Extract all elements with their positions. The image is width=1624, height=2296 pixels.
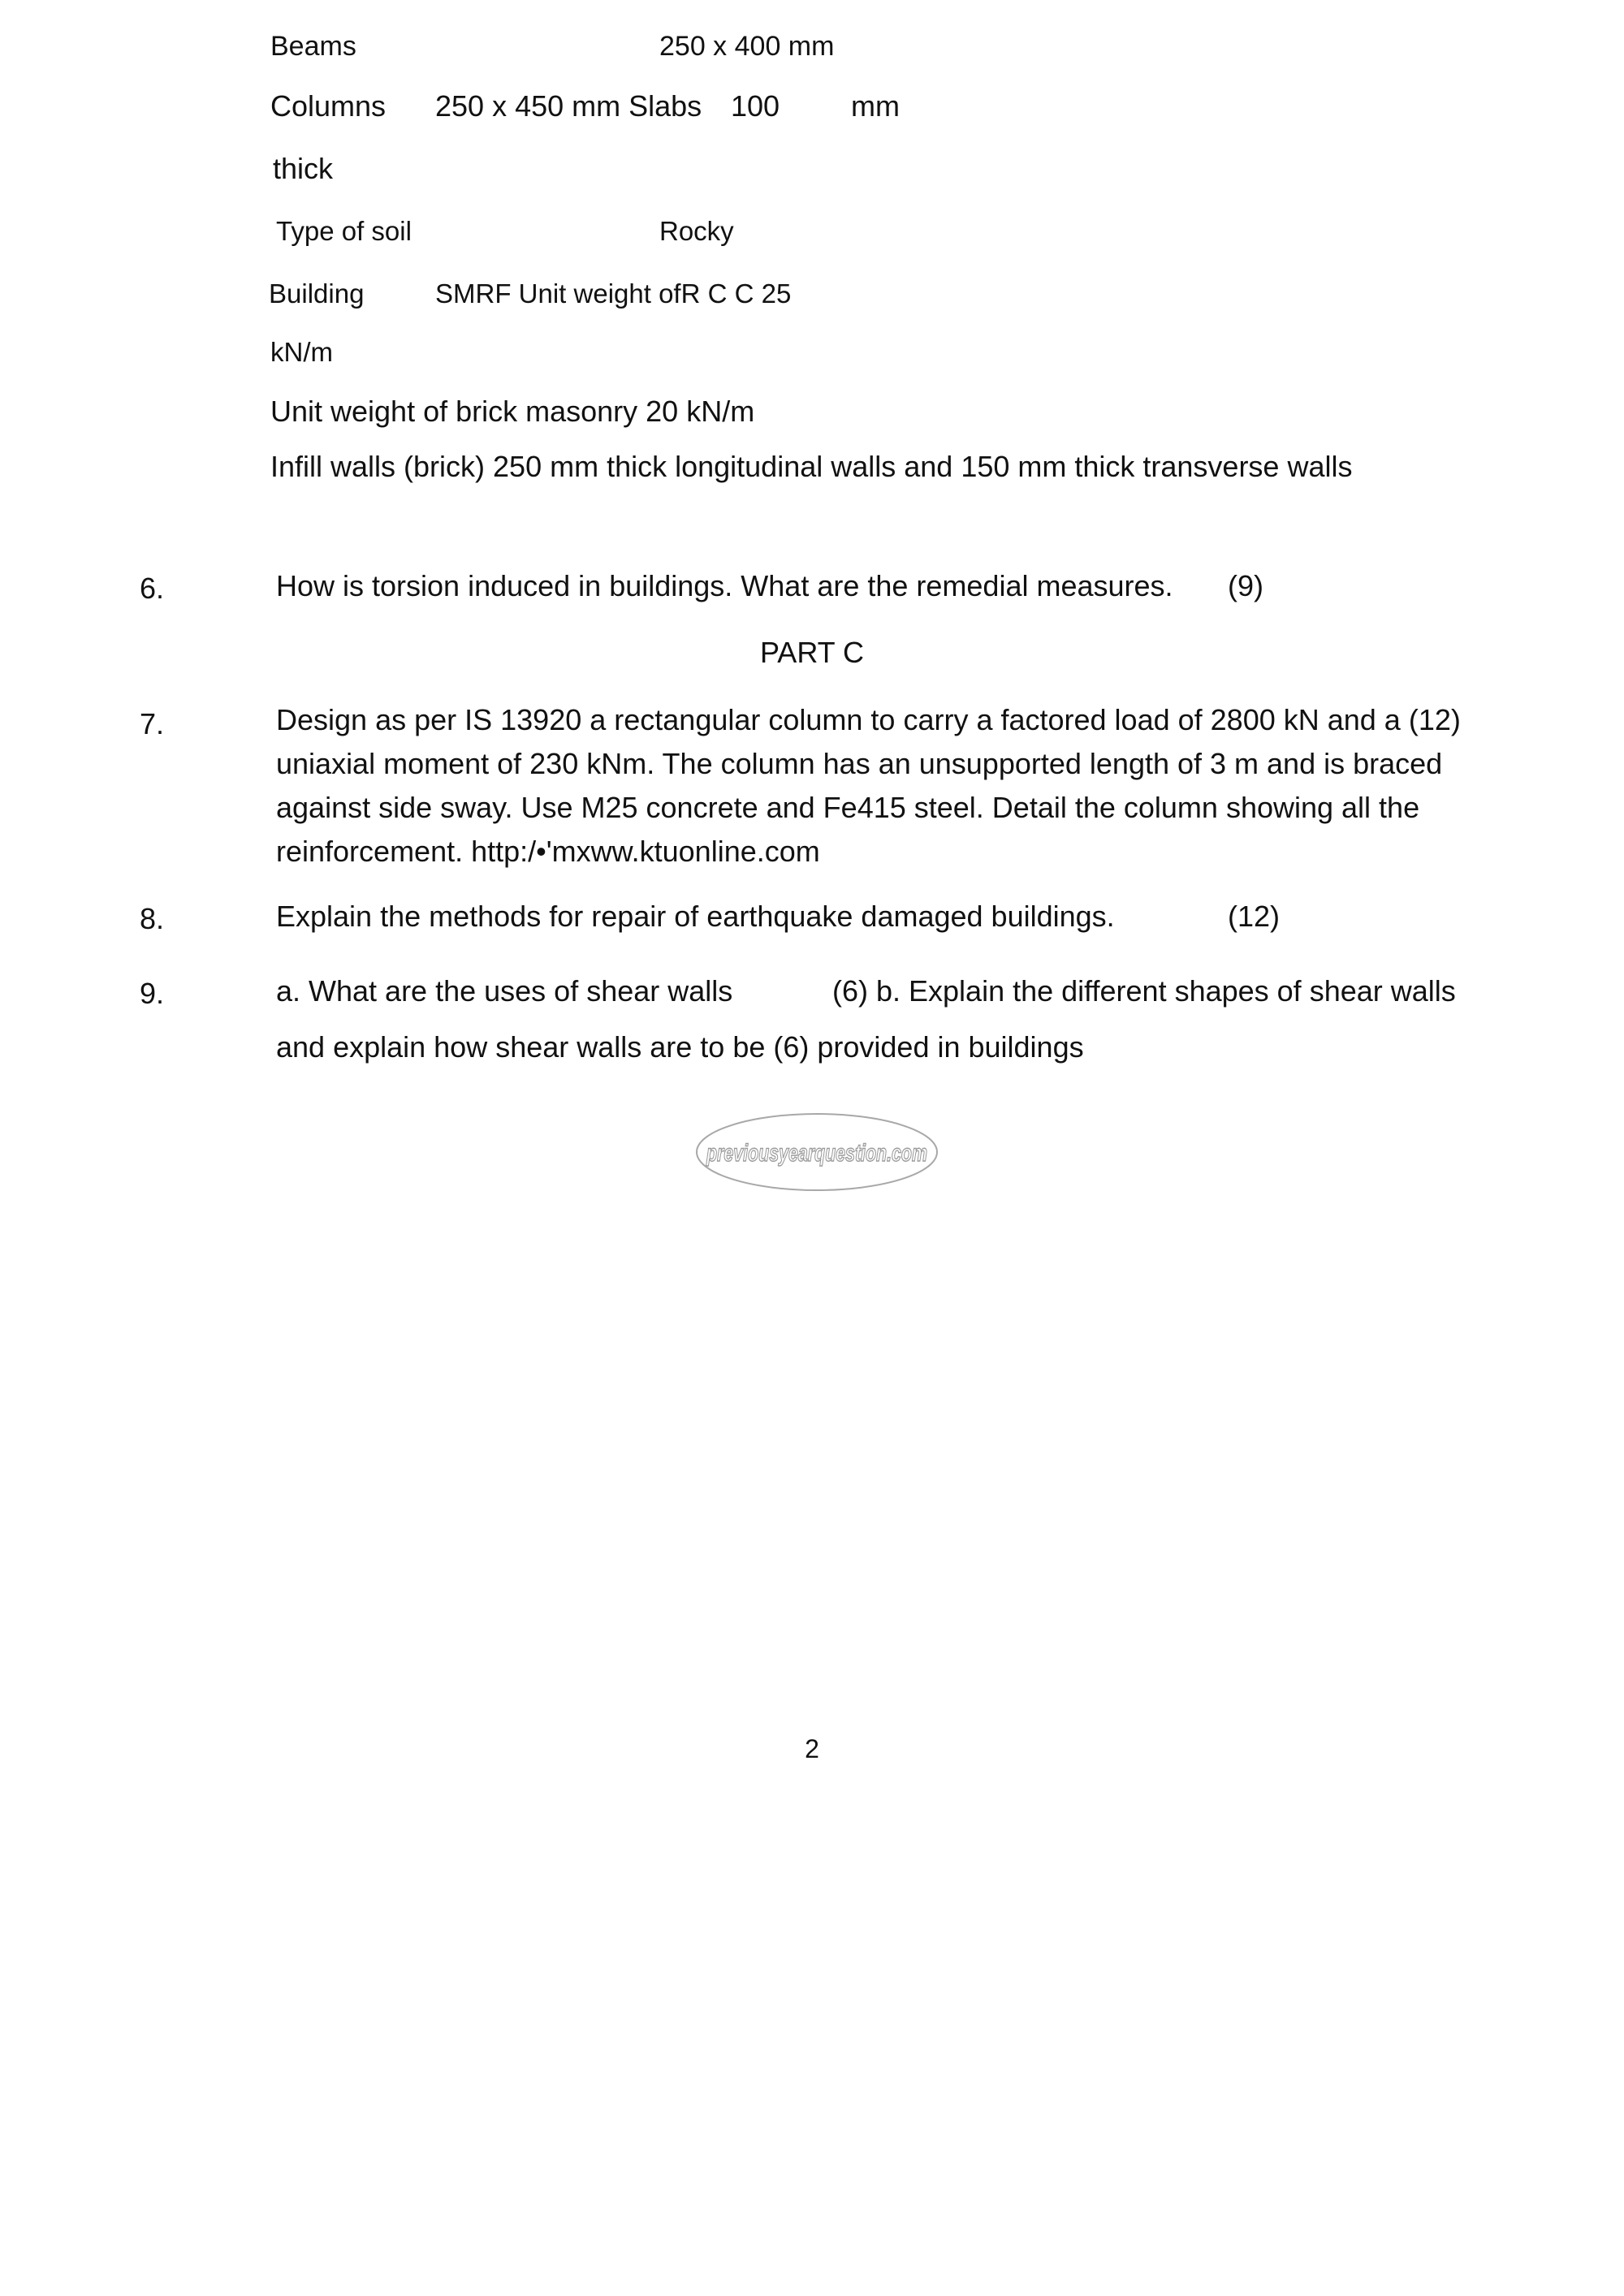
soil-value: Rocky <box>659 216 734 246</box>
thick-label: thick <box>273 152 334 185</box>
columns-value: 250 x 450 mm Slabs <box>435 89 702 123</box>
columns-label: Columns <box>270 89 387 123</box>
question-7-line-1: Design as per IS 13920 a rectangular column to carry a factored load of 2800 kN and a (12) <box>276 703 1461 736</box>
question-7-text <box>276 698 1494 874</box>
slabs-unit: mm <box>851 89 900 123</box>
question-number-8: 8. <box>140 902 165 935</box>
question-number-6: 6. <box>140 572 165 605</box>
question-7-line-4: reinforcement. http:/•'mxww.ktuonline.com <box>276 835 820 868</box>
question-7-line-3: against side sway. Use M25 concrete and Fe415 steel. Detail the column showing all the <box>276 791 1420 824</box>
brick-weight: Unit weight of brick masonry 20 kN/m <box>270 395 755 428</box>
infill-walls: Infill walls (brick) 250 mm thick longitudinal walls and 150 mm thick transverse walls <box>270 450 1353 483</box>
building-label: Building <box>269 278 365 309</box>
question-8-text: Explain the methods for repair of earthquake damaged buildings. <box>276 900 1115 933</box>
knm-unit: kN/m <box>270 337 333 367</box>
beams-value: 250 x 400 mm <box>659 31 835 62</box>
question-7-line-2: uniaxial moment of 230 kNm. The column has an unsupported length of 3 m and is braced <box>276 747 1443 780</box>
question-6-marks: (9) <box>1228 569 1263 602</box>
question-number-9: 9. <box>140 977 165 1010</box>
question-9-part-b: (6) b. Explain the different shapes of shear walls <box>832 974 1456 1008</box>
part-c-heading: PART C <box>759 636 865 669</box>
page-number: 2 <box>805 1734 819 1763</box>
question-9-part-a: a. What are the uses of shear walls <box>276 974 733 1008</box>
question-8-marks: (12) <box>1228 900 1281 933</box>
building-value: SMRF Unit weight ofR C C 25 <box>435 278 792 309</box>
beams-label: Beams <box>270 31 356 62</box>
question-9-line-2: and explain how shear walls are to be (6) provided in buildings <box>276 1030 1084 1064</box>
slabs-value: 100 <box>731 89 780 123</box>
question-6-text: How is torsion induced in buildings. What are the remedial measures. <box>276 569 1173 602</box>
question-number-7: 7. <box>140 707 165 740</box>
watermark-text: previousyearquestion.com <box>706 1140 927 1167</box>
previousyearquestion-watermark <box>695 1111 939 1193</box>
soil-label: Type of soil <box>276 216 412 246</box>
